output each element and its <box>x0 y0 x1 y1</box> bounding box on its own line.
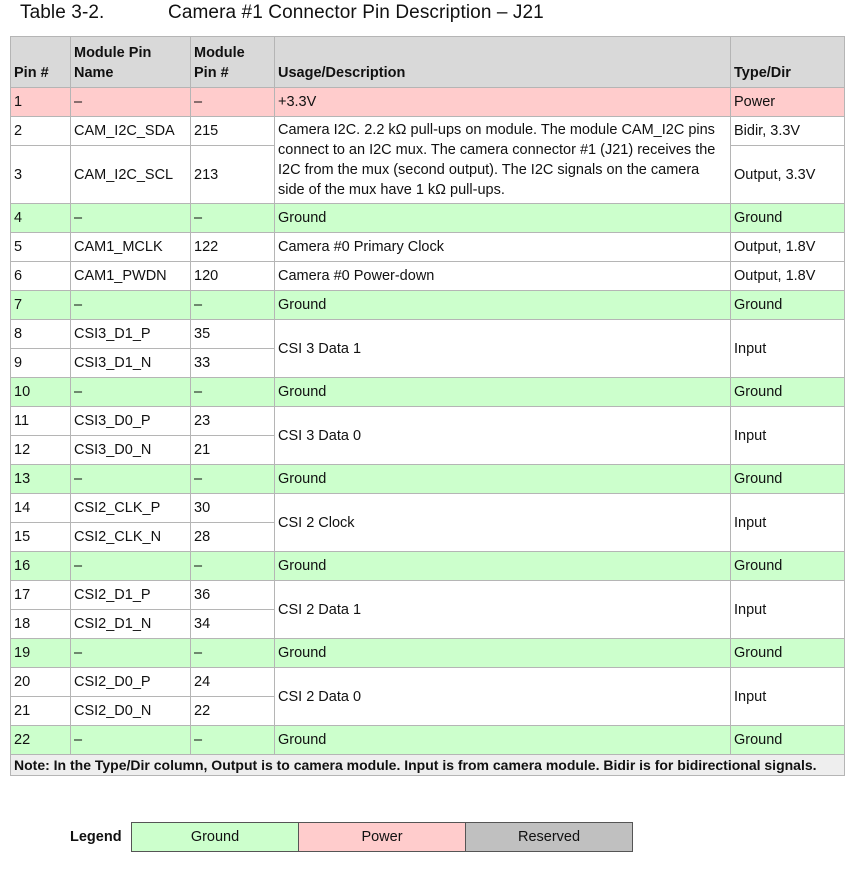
pin-number: 9 <box>11 349 71 378</box>
pin-number: 7 <box>11 291 71 320</box>
table-row <box>11 465 845 494</box>
type-dir: Ground <box>731 639 845 668</box>
usage: CSI 3 Data 1 <box>275 320 731 378</box>
pin-number: 1 <box>11 88 71 117</box>
pin-number: 11 <box>11 407 71 436</box>
table-caption: Camera #1 Connector Pin Description – J21 <box>168 2 544 23</box>
pin-number: 22 <box>11 726 71 755</box>
table-row <box>11 668 845 697</box>
pin-number: 13 <box>11 465 71 494</box>
usage: CSI 2 Data 0 <box>275 668 731 726</box>
usage: CSI 2 Clock <box>275 494 731 552</box>
module-pin-number: 22 <box>191 697 275 726</box>
type-dir: Output, 1.8V <box>731 233 845 262</box>
legend-ground: Ground <box>131 822 299 852</box>
pin-number: 10 <box>11 378 71 407</box>
table-row <box>11 552 845 581</box>
type-dir: Ground <box>731 378 845 407</box>
module-pin-number: – <box>191 378 275 407</box>
pin-number: 3 <box>11 146 71 204</box>
type-dir: Ground <box>731 204 845 233</box>
legend-power: Power <box>298 822 466 852</box>
module-pin-name: CSI3_D1_N <box>71 349 191 378</box>
module-pin-name: – <box>71 552 191 581</box>
module-pin-number: – <box>191 204 275 233</box>
col-header-module-pin-number: Module Pin # <box>191 37 275 88</box>
pin-number: 2 <box>11 117 71 146</box>
module-pin-number: – <box>191 291 275 320</box>
type-dir: Input <box>731 494 845 552</box>
module-pin-number: 34 <box>191 610 275 639</box>
module-pin-number: – <box>191 726 275 755</box>
type-dir: Input <box>731 320 845 378</box>
usage: Camera I2C. 2.2 kΩ pull-ups on module. The module CAM_I2C pins connect to an I2C mux. The camera connector #1 (J21) receives the I2C from the mux (second output). The I2C signals on the camera side of the mux have 1 kΩ pull-ups. <box>275 117 731 204</box>
module-pin-name: – <box>71 204 191 233</box>
col-header-module-pin-name: Module Pin Name <box>71 37 191 88</box>
legend-label: Legend <box>70 829 122 845</box>
legend-reserved: Reserved <box>465 822 633 852</box>
usage: Ground <box>275 552 731 581</box>
table-row <box>11 320 845 349</box>
module-pin-name: CSI3_D0_P <box>71 407 191 436</box>
header-row <box>11 37 845 88</box>
pin-number: 21 <box>11 697 71 726</box>
type-dir: Power <box>731 88 845 117</box>
table-row <box>11 407 845 436</box>
module-pin-name: CSI3_D1_P <box>71 320 191 349</box>
pin-number: 5 <box>11 233 71 262</box>
module-pin-number: 21 <box>191 436 275 465</box>
module-pin-number: – <box>191 552 275 581</box>
module-pin-number: – <box>191 88 275 117</box>
module-pin-number: 122 <box>191 233 275 262</box>
module-pin-number: 28 <box>191 523 275 552</box>
type-dir: Input <box>731 581 845 639</box>
table-row <box>11 117 845 146</box>
module-pin-name: CAM1_PWDN <box>71 262 191 291</box>
type-dir: Output, 3.3V <box>731 146 845 204</box>
module-pin-name: CAM_I2C_SCL <box>71 146 191 204</box>
table-number: Table 3-2. <box>20 2 105 23</box>
pin-number: 19 <box>11 639 71 668</box>
module-pin-name: – <box>71 378 191 407</box>
table-row <box>11 233 845 262</box>
module-pin-number: 33 <box>191 349 275 378</box>
pin-number: 18 <box>11 610 71 639</box>
module-pin-name: – <box>71 726 191 755</box>
module-pin-number: 120 <box>191 262 275 291</box>
module-pin-name: CSI2_D0_N <box>71 697 191 726</box>
module-pin-name: CSI2_CLK_N <box>71 523 191 552</box>
usage: CSI 3 Data 0 <box>275 407 731 465</box>
usage: CSI 2 Data 1 <box>275 581 731 639</box>
table-note: Note: In the Type/Dir column, Output is to camera module. Input is from camera module. Bidir is for bidirectional signals. <box>11 755 845 776</box>
module-pin-name: – <box>71 639 191 668</box>
module-pin-name: – <box>71 291 191 320</box>
module-pin-name: CSI2_D1_N <box>71 610 191 639</box>
table-row <box>11 378 845 407</box>
pin-number: 4 <box>11 204 71 233</box>
pin-number: 15 <box>11 523 71 552</box>
module-pin-name: CSI2_D0_P <box>71 668 191 697</box>
type-dir: Ground <box>731 291 845 320</box>
legend <box>70 822 633 852</box>
module-pin-name: CAM_I2C_SDA <box>71 117 191 146</box>
module-pin-number: 24 <box>191 668 275 697</box>
usage: Camera #0 Power-down <box>275 262 731 291</box>
type-dir: Ground <box>731 552 845 581</box>
type-dir: Output, 1.8V <box>731 262 845 291</box>
table-row <box>11 639 845 668</box>
usage: Ground <box>275 204 731 233</box>
module-pin-name: CSI2_D1_P <box>71 581 191 610</box>
table-row <box>11 581 845 610</box>
module-pin-name: – <box>71 88 191 117</box>
module-pin-name: CSI3_D0_N <box>71 436 191 465</box>
usage: Ground <box>275 726 731 755</box>
pin-description-table <box>10 36 845 776</box>
module-pin-number: – <box>191 465 275 494</box>
module-pin-name: CAM1_MCLK <box>71 233 191 262</box>
module-pin-name: – <box>71 465 191 494</box>
type-dir: Bidir, 3.3V <box>731 117 845 146</box>
pin-number: 6 <box>11 262 71 291</box>
module-pin-number: 213 <box>191 146 275 204</box>
module-pin-number: 36 <box>191 581 275 610</box>
table-row <box>11 204 845 233</box>
usage: Ground <box>275 639 731 668</box>
usage: Ground <box>275 378 731 407</box>
table-row <box>11 726 845 755</box>
pin-number: 12 <box>11 436 71 465</box>
module-pin-number: – <box>191 639 275 668</box>
table-title <box>20 2 544 24</box>
note-row <box>11 755 845 776</box>
module-pin-name: CSI2_CLK_P <box>71 494 191 523</box>
pin-number: 16 <box>11 552 71 581</box>
usage: +3.3V <box>275 88 731 117</box>
pin-number: 8 <box>11 320 71 349</box>
col-header-type: Type/Dir <box>731 37 845 88</box>
module-pin-number: 35 <box>191 320 275 349</box>
pin-number: 20 <box>11 668 71 697</box>
table-row <box>11 88 845 117</box>
usage: Ground <box>275 465 731 494</box>
type-dir: Ground <box>731 726 845 755</box>
usage: Camera #0 Primary Clock <box>275 233 731 262</box>
type-dir: Ground <box>731 465 845 494</box>
pin-number: 14 <box>11 494 71 523</box>
table-row <box>11 494 845 523</box>
type-dir: Input <box>731 668 845 726</box>
col-header-usage: Usage/Description <box>275 37 731 88</box>
pin-number: 17 <box>11 581 71 610</box>
col-header-pin: Pin # <box>11 37 71 88</box>
module-pin-number: 30 <box>191 494 275 523</box>
table-row <box>11 291 845 320</box>
type-dir: Input <box>731 407 845 465</box>
module-pin-number: 215 <box>191 117 275 146</box>
usage: Ground <box>275 291 731 320</box>
table-row <box>11 262 845 291</box>
module-pin-number: 23 <box>191 407 275 436</box>
